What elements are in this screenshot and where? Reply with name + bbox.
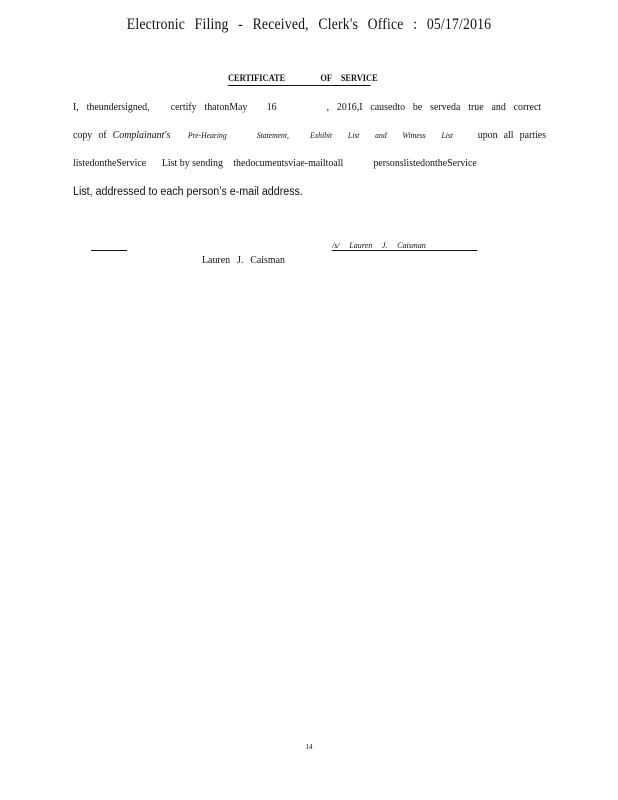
- filing-stamp: Electronic Filing - Received, Clerk's Office : 05/17/2016: [126, 16, 492, 33]
- text-segment: thatonMay: [204, 101, 248, 113]
- text-segment: List: [441, 130, 454, 140]
- text-segment: List: [347, 130, 360, 140]
- title-word-of: OF: [320, 74, 332, 84]
- text-segment: personslistedontheService: [373, 157, 477, 169]
- text-segment: Statement,: [256, 130, 289, 140]
- text-segment: and: [375, 130, 387, 140]
- text-segment: copy of: [73, 129, 107, 141]
- page-number: 14: [305, 743, 313, 751]
- text-segment: thedocumentsviae-mailtoall: [233, 157, 344, 169]
- signatory-name: Lauren J. Caisman: [202, 254, 285, 266]
- certificate-title: [228, 74, 378, 86]
- text-segment: be serveda: [412, 101, 461, 113]
- text-segment: Complainant's: [112, 129, 171, 141]
- title-word-service: SERVICE: [340, 74, 378, 84]
- text-segment: true and correct: [468, 101, 542, 113]
- text-segment: 16: [266, 101, 277, 113]
- body-line-1: [73, 101, 541, 113]
- electronic-signature: /s/ Lauren J. Caisman: [332, 240, 477, 251]
- body-line-4: List, addressed to each person’s e-mail address.: [73, 186, 303, 198]
- text-segment: Pre-Hearing: [187, 130, 227, 140]
- signature-rule-left: [91, 250, 127, 251]
- text-segment: I, theundersigned,: [73, 101, 150, 113]
- text-segment: certify: [170, 101, 197, 113]
- body-line-3: [73, 157, 477, 169]
- text-segment: , 2016,I: [326, 101, 363, 113]
- text-segment: causedto: [370, 101, 406, 113]
- text-segment: Witness: [402, 130, 426, 140]
- body-line-2: [73, 129, 546, 141]
- text-segment: List by sending: [161, 157, 223, 169]
- text-segment: upon all parties: [477, 129, 547, 141]
- title-word-certificate: CERTIFICATE: [228, 74, 286, 84]
- text-segment: Exhibit: [310, 130, 333, 140]
- text-segment: listedontheService: [73, 157, 147, 169]
